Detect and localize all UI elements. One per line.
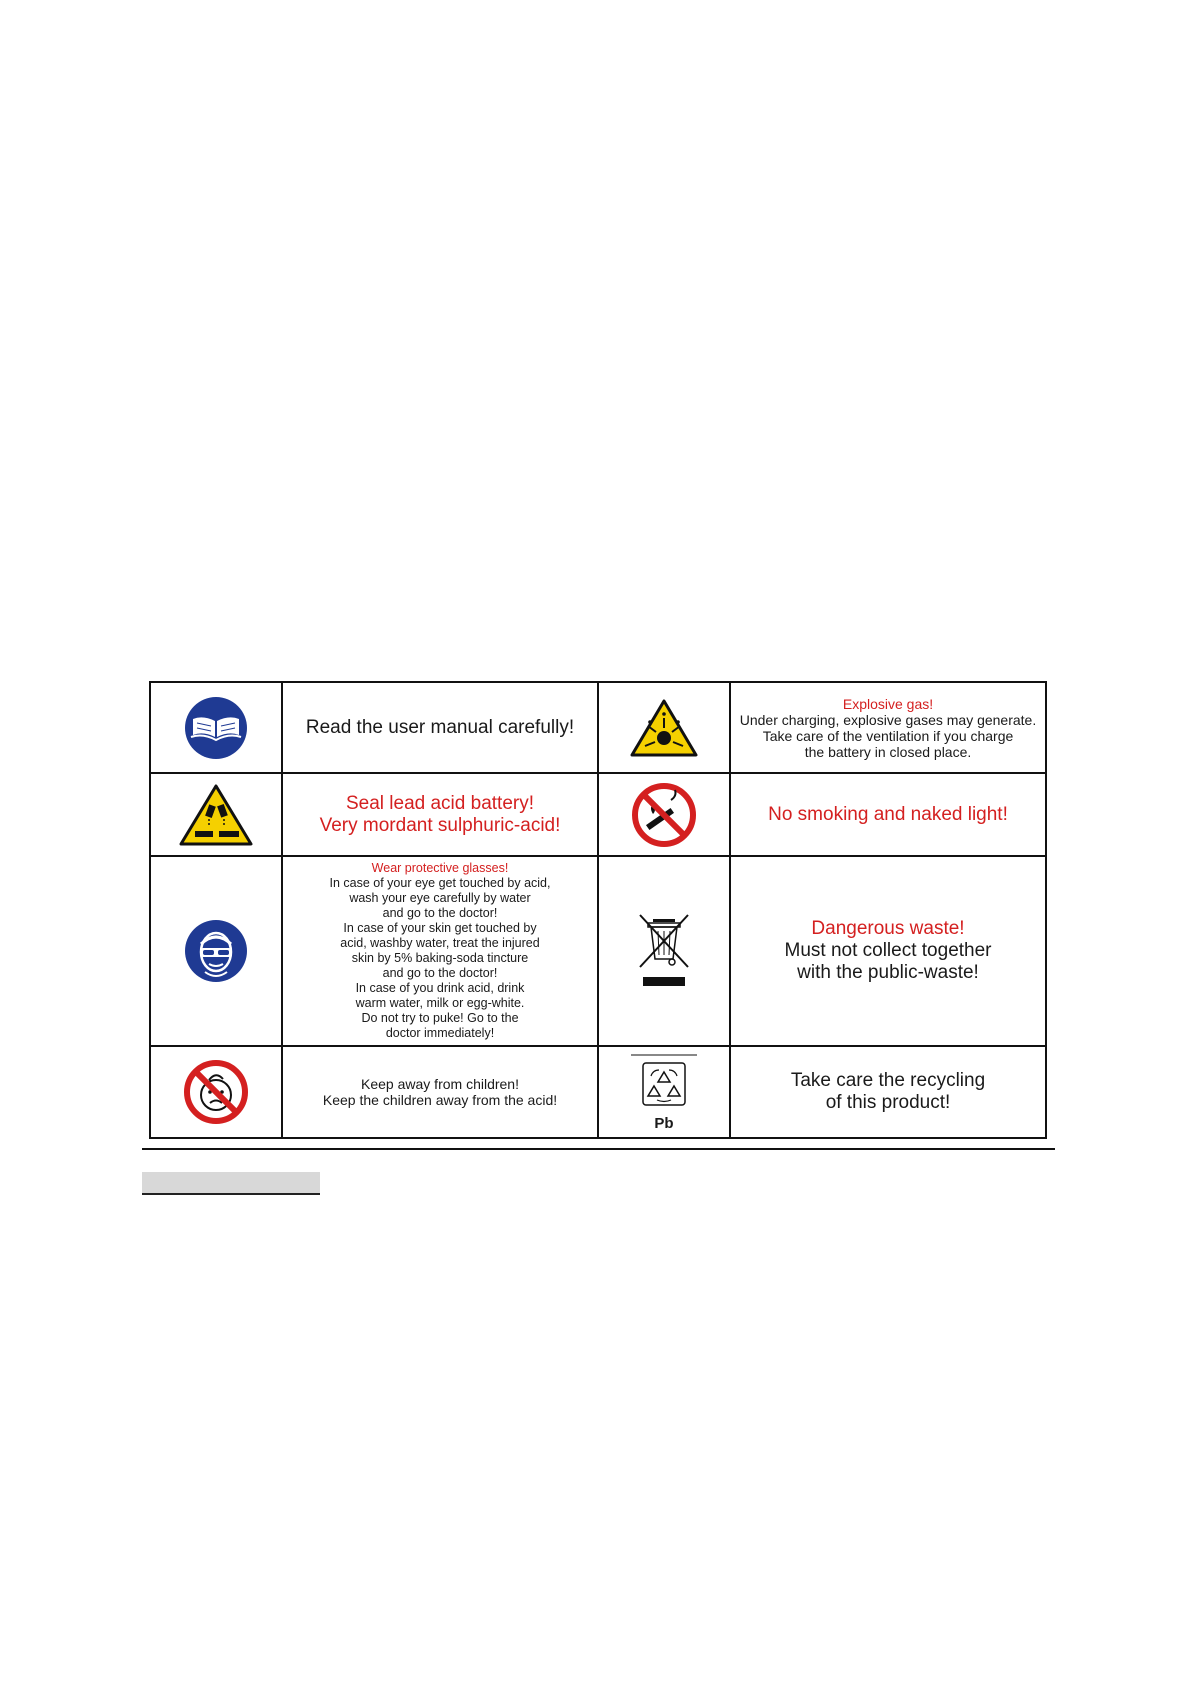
icon-cell — [150, 856, 282, 1046]
text-cell — [282, 856, 598, 1046]
table-row — [150, 773, 1046, 856]
instruction-text: with the public-waste! — [797, 962, 979, 983]
instruction-text: and go to the doctor! — [382, 966, 498, 980]
instruction-text: and go to the doctor! — [382, 906, 498, 920]
keep-away-children-icon — [183, 1059, 249, 1125]
instruction-text: skin by 5% baking-soda tincture — [351, 951, 529, 965]
instruction-text: Take care the recycling — [790, 1070, 986, 1091]
icon-cell — [598, 856, 730, 1046]
text-cell — [730, 1046, 1046, 1138]
icon-cell — [598, 1046, 730, 1138]
instruction-text: Must not collect together — [784, 940, 992, 961]
read-manual-icon — [183, 695, 249, 761]
instruction-text: acid, washby water, treat the injured — [340, 936, 540, 950]
instruction-text: Under charging, explosive gases may generate. — [739, 711, 1037, 728]
table-row — [150, 1046, 1046, 1138]
instruction-text: of this product! — [825, 1092, 951, 1113]
recycling-pb-icon — [629, 1052, 699, 1132]
instruction-text: In case of your skin get touched by — [343, 921, 537, 935]
safety-table — [149, 681, 1047, 1139]
icon-cell — [150, 773, 282, 856]
no-smoking-icon — [631, 782, 697, 848]
instruction-text: In case of your eye get touched by acid, — [329, 876, 551, 890]
redacted-heading-bar — [142, 1172, 320, 1195]
text-cell — [730, 856, 1046, 1046]
protective-glasses-icon — [183, 918, 249, 984]
instruction-text: Keep away from children! — [361, 1076, 519, 1092]
instruction-text: doctor immediately! — [385, 1026, 495, 1040]
instruction-text: Read the user manual carefully! — [305, 716, 575, 738]
warning-text: Seal lead acid battery! — [345, 792, 534, 814]
text-cell — [282, 1046, 598, 1138]
text-cell — [282, 773, 598, 856]
instruction-text: Take care of the ventilation if you charge — [762, 727, 1014, 744]
icon-cell — [598, 773, 730, 856]
section-divider — [142, 1148, 1055, 1150]
warning-text: No smoking and naked light! — [768, 803, 1008, 825]
table-row — [150, 856, 1046, 1046]
recycling-pb-label: Pb — [654, 1114, 674, 1132]
instruction-text: the battery in closed place. — [804, 743, 972, 760]
table-row — [150, 682, 1046, 773]
warning-title: Explosive gas! — [842, 695, 934, 712]
text-cell — [730, 773, 1046, 856]
instruction-text: warm water, milk or egg-white. — [355, 996, 525, 1010]
warning-title: Wear protective glasses! — [371, 861, 509, 875]
instruction-text: Keep the children away from the acid! — [322, 1092, 558, 1108]
instruction-text: Do not try to puke! Go to the — [361, 1011, 519, 1025]
icon-cell — [150, 1046, 282, 1138]
text-cell — [282, 682, 598, 773]
crossed-bin-icon — [636, 911, 692, 991]
icon-cell — [150, 682, 282, 773]
warning-text: Very mordant sulphuric-acid! — [319, 814, 561, 836]
warning-title: Dangerous waste! — [811, 918, 965, 939]
corrosive-icon — [179, 783, 253, 847]
instruction-text: In case of you drink acid, drink — [355, 981, 525, 995]
explosive-icon — [630, 698, 698, 758]
icon-cell — [598, 682, 730, 773]
instruction-text: wash your eye carefully by water — [349, 891, 531, 905]
text-cell — [730, 682, 1046, 773]
